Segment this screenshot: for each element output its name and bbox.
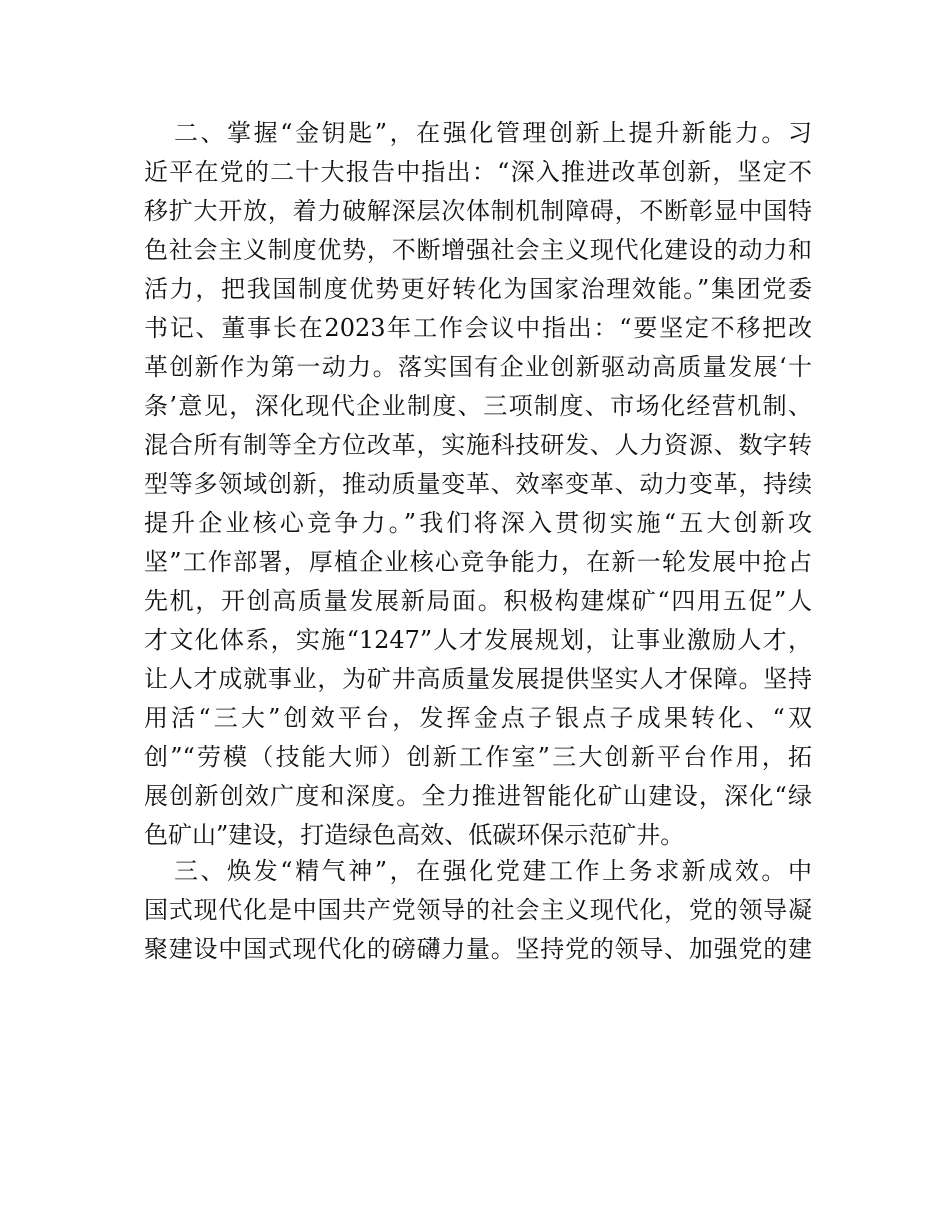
paragraph-line: 型等多领域创新，推动质量变革、效率变革、动力变革，持续	[144, 470, 812, 498]
paragraph-line: 国式现代化是中国共产党领导的社会主义现代化，党的领导凝	[144, 896, 812, 924]
paragraph-line: 书记、董事长在2023年工作会议中指出：“要坚定不移把改	[144, 314, 812, 342]
paragraph-line: 坚”工作部署，厚植企业核心竞争能力，在新一轮发展中抢占	[144, 548, 812, 576]
paragraph-line: 混合所有制等全方位改革，实施科技研发、人力资源、数字转	[144, 431, 812, 459]
paragraph-line: 活力，把我国制度优势更好转化为国家治理效能。”集团党委	[144, 275, 812, 303]
paragraph-line: 展创新创效广度和深度。全力推进智能化矿山建设，深化“绿	[144, 782, 812, 810]
paragraph-line: 聚建设中国式现代化的磅礴力量。坚持党的领导、加强党的建	[144, 935, 812, 963]
paragraph-line: 色社会主义制度优势，不断增强社会主义现代化建设的动力和	[144, 236, 812, 264]
paragraph-line: 用活“三大”创效平台，发挥金点子银点子成果转化、“双	[144, 704, 812, 732]
paragraph-line: 移扩大开放，着力破解深层次体制机制障碍，不断彰显中国特	[144, 197, 812, 225]
paragraph-line: 才文化体系，实施“1247”人才发展规划，让事业激励人才，	[144, 626, 812, 654]
paragraph-line: 近平在党的二十大报告中指出：“深入推进改革创新，坚定不	[144, 158, 812, 186]
paragraph-line: 二、掌握“金钥匙”，在强化管理创新上提升新能力。习	[174, 119, 812, 147]
paragraph-line: 创”“劳模（技能大师）创新工作室”三大创新平台作用，拓	[144, 743, 812, 771]
paragraph-line: 提升企业核心竞争力。”我们将深入贯彻实施“五大创新攻	[144, 509, 812, 537]
paragraph-line: 革创新作为第一动力。落实国有企业创新驱动高质量发展‘十	[144, 353, 812, 381]
paragraph-line: 条’意见，深化现代企业制度、三项制度、市场化经营机制、	[144, 392, 812, 420]
paragraph-line: 色矿山”建设，打造绿色高效、低碳环保示范矿井。	[144, 821, 685, 849]
paragraph-line: 三、焕发“精气神”，在强化党建工作上务求新成效。中	[174, 857, 812, 885]
paragraph-line: 让人才成就事业，为矿井高质量发展提供坚实人才保障。坚持	[144, 665, 812, 693]
paragraph-line: 先机，开创高质量发展新局面。积极构建煤矿“四用五促”人	[144, 587, 812, 615]
